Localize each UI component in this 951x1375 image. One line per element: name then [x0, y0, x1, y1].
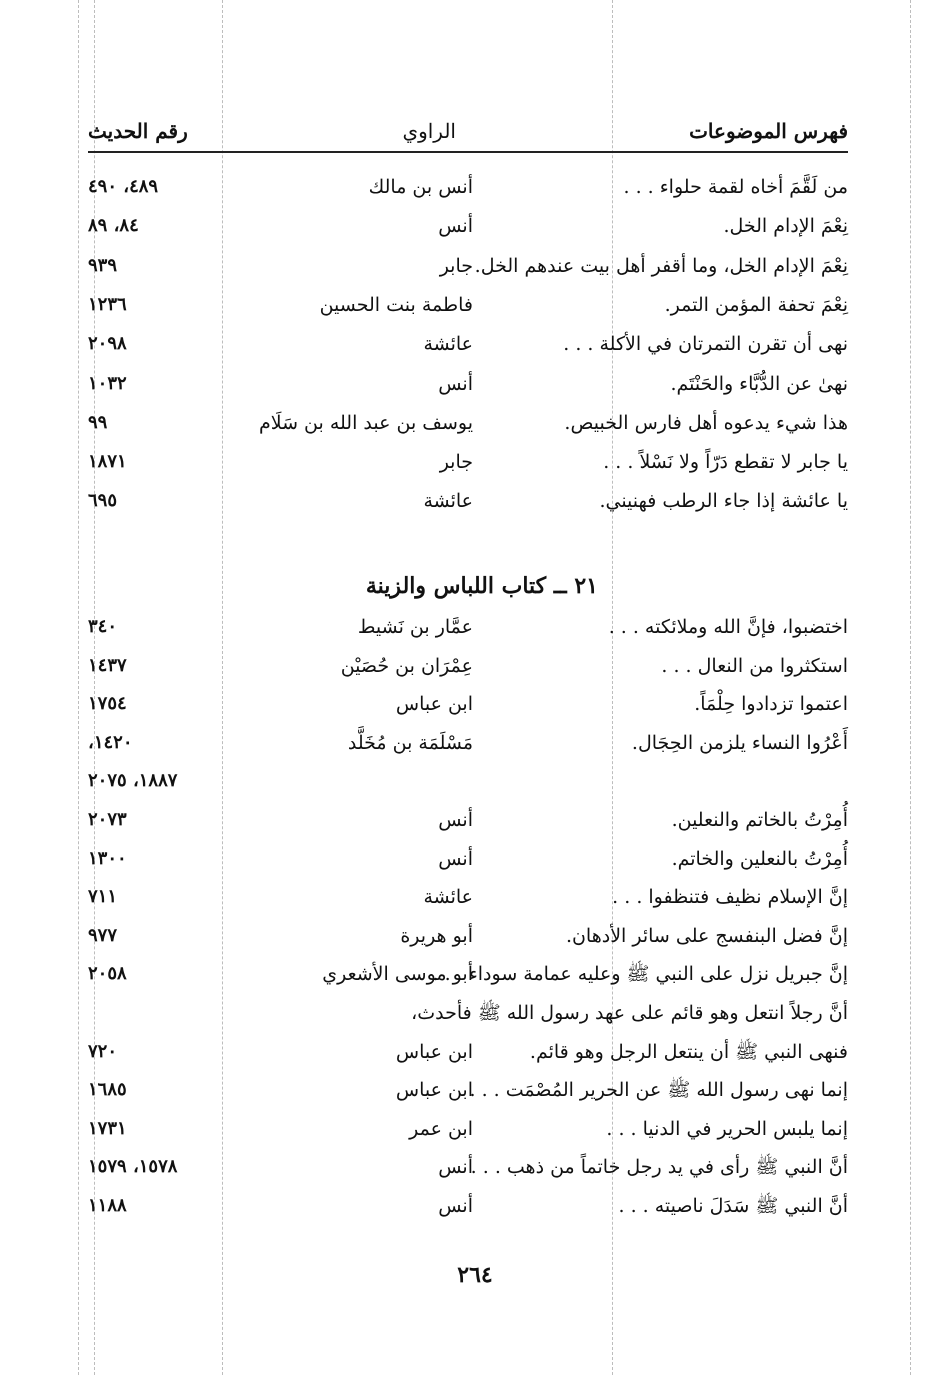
narrator-name: أنس — [438, 1195, 473, 1217]
section-title: ٢١ ــ كتاب اللباس والزينة — [365, 573, 598, 599]
narrator-name: جابر — [439, 451, 473, 474]
narrator-name: أنس — [438, 215, 473, 238]
index-row — [88, 1189, 848, 1223]
hadith-topic: أَعْرُوا النساء يلزمن الحِجَال. — [631, 731, 848, 754]
index-row — [88, 1035, 848, 1069]
narrator-name: أنس — [438, 372, 473, 395]
narrator-name: ابن عباس — [395, 1079, 473, 1102]
page-number: ٢٦٤ — [457, 1262, 493, 1288]
hadith-topic: إنما يلبس الحرير في الدنيا . . . — [606, 1117, 848, 1140]
narrator-column-header: الراوي — [402, 119, 456, 143]
narrator-name: عائشة — [423, 333, 473, 356]
hadith-topic: نهى أن تقرن التمرتان في الأكلة . . . — [563, 333, 848, 356]
hadith-numbers: ١٢٣٦ — [88, 293, 127, 315]
hadith-numbers: ٢٠٧٣ — [88, 809, 127, 830]
hadith-numbers: ١٦٨٥ — [88, 1079, 127, 1101]
hadith-numbers: ١٨٧١ — [88, 451, 127, 473]
index-row — [88, 484, 848, 518]
hadith-topic: نِعْمَ الإدام الخل، وما أقفر أهل بيت عندهم الخل. — [474, 254, 848, 277]
narrator-name: عِمْرَان بن حُصَيْن — [340, 654, 473, 677]
hadith-numbers: ٩٧٧ — [88, 924, 118, 946]
hadith-topic: اختضبوا، فإنَّ الله وملائكته . . . — [608, 616, 848, 638]
index-row — [88, 957, 848, 991]
index-row — [88, 803, 848, 837]
hadith-topic: إنَّ الإسلام نظيف فتنظفوا . . . — [612, 886, 848, 909]
index-row — [88, 209, 848, 243]
hadith-topic: أنَّ النبي ﷺ سَدَلَ ناصيته . . . — [618, 1195, 848, 1217]
hadith-numbers: ٣٤٠ — [88, 616, 118, 637]
index-row — [88, 249, 848, 283]
hadith-numbers: ٨٤، ٨٩ — [88, 215, 139, 237]
index-row — [88, 880, 848, 914]
hadith-numbers: ١٧٥٤ — [88, 693, 127, 715]
narrator-name: أنس بن مالك — [368, 176, 473, 198]
hadith-numbers: ١٤٣٧ — [88, 654, 127, 676]
index-row — [88, 842, 848, 876]
page-title: فهرس الموضوعات — [689, 119, 848, 143]
hadith-topic: إنما نهى رسول الله ﷺ عن الحرير المُصْمَت . . . — [469, 1079, 848, 1102]
index-row — [88, 1073, 848, 1107]
narrator-name: ابن عباس — [395, 1040, 473, 1063]
index-row — [88, 1112, 848, 1146]
hadith-topic: إنَّ فضل البنفسج على سائر الأدهان. — [565, 924, 848, 947]
index-row — [88, 327, 848, 361]
hadith-topic: أُمِرْتُ بالخاتم والنعلين. — [671, 809, 848, 831]
narrator-name: ابن عمر — [409, 1117, 473, 1140]
narrator-name: عائشة — [423, 886, 473, 909]
hadith-topic: من لَقَّمَ أخاه لقمة حلواء . . . — [623, 176, 848, 198]
hadith-numbers: ٢٠٩٨ — [88, 333, 127, 355]
hadith-topic: استكثروا من النعال . . . — [661, 654, 848, 677]
index-row — [88, 445, 848, 479]
index-row — [88, 170, 848, 204]
page-header — [88, 112, 848, 150]
hadith-topic: فنهى النبي ﷺ أن ينتعل الرجل وهو قائم. — [529, 1040, 848, 1063]
hadith-numbers: ٢٠٥٨ — [88, 963, 127, 985]
narrator-name: عائشة — [423, 490, 473, 513]
narrator-name: جابر — [439, 254, 473, 277]
index-row — [88, 288, 848, 322]
narrator-name: أنس — [438, 809, 473, 831]
index-row — [88, 726, 848, 760]
hadith-numbers: ٧١١ — [88, 886, 118, 908]
index-row — [88, 1150, 848, 1184]
hadith-topic: إنَّ جبريل نزل على النبي ﷺ وعليه عمامة سوداء . . . — [432, 963, 848, 986]
hadith-topic: أُمِرْتُ بالنعلين والخاتم. — [671, 847, 848, 870]
hadith-topic: هذا شيء يدعوه أهل فارس الخبيص. — [564, 411, 848, 434]
hadith-numbers: ١٣٠٠ — [88, 847, 127, 869]
narrator-name: أنس — [438, 1156, 473, 1179]
hadith-numbers: ٩٩ — [88, 411, 108, 433]
narrator-name: أبو موسى الأشعري — [322, 963, 473, 986]
index-row — [88, 687, 848, 721]
index-row — [88, 610, 848, 644]
index-row — [88, 649, 848, 683]
hadith-numbers: ١٠٣٢ — [88, 372, 127, 394]
hadith-numbers: ١٨٨٧، ٢٠٧٥ — [88, 770, 178, 792]
hadith-topic: نِعْمَ الإدام الخل. — [723, 215, 848, 238]
hadith-topic: يا جابر لا تقطع دَرّاً ولا نَسْلاً . . . — [603, 451, 848, 474]
header-divider — [88, 151, 848, 153]
hadith-topic: يا عائشة إذا جاء الرطب فهنيني. — [599, 490, 848, 513]
hadith-topic: نِعْمَ تحفة المؤمن التمر. — [664, 293, 848, 316]
hadith-numbers: ١٥٧٨، ١٥٧٩ — [88, 1156, 178, 1178]
index-row — [88, 367, 848, 401]
hadith-numbers: ٤٨٩، ٤٩٠ — [88, 176, 159, 197]
hadith-numbers: ١١٨٨ — [88, 1195, 127, 1216]
index-row — [88, 919, 848, 953]
hadith-numbers: ٩٣٩ — [88, 254, 118, 276]
narrator-name: ابن عباس — [395, 693, 473, 716]
section-heading — [88, 566, 848, 606]
index-row — [88, 996, 848, 1030]
hadith-topic: أنَّ النبي ﷺ رأى في يد رجل خاتماً من ذهب . . . — [470, 1156, 848, 1179]
hadith-numbers: ٧٢٠ — [88, 1040, 118, 1062]
index-row — [88, 764, 848, 798]
narrator-name: مَسْلَمَة بن مُخَلَّد — [347, 731, 473, 754]
narrator-name: أبو هريرة — [400, 924, 473, 947]
hadith-numbers: ٦٩٥ — [88, 490, 118, 512]
hadith-topic: اعتموا تزدادوا حِلْمَاً. — [694, 693, 848, 716]
hadith-topic: نهىٰ عن الدُّبَّاء والحَنْتَم. — [670, 372, 848, 395]
hadith-numbers: ١٧٣١ — [88, 1117, 127, 1139]
narrator-name: عمَّار بن نَشيط — [357, 616, 473, 638]
index-row — [88, 406, 848, 440]
scan-fold-line — [910, 0, 911, 1375]
hadith-numbers: ١٤٢٠، — [88, 731, 133, 753]
narrator-name: أنس — [438, 847, 473, 870]
narrator-name: فاطمة بنت الحسين — [319, 293, 473, 316]
scan-fold-line — [78, 0, 79, 1375]
narrator-name: يوسف بن عبد الله بن سَلَام — [258, 411, 473, 434]
hadith-number-column-header: رقم الحديث — [88, 119, 188, 143]
hadith-topic: أنَّ رجلاً انتعل وهو قائم على عهد رسول الله ﷺ فأحدث، — [411, 1002, 848, 1024]
